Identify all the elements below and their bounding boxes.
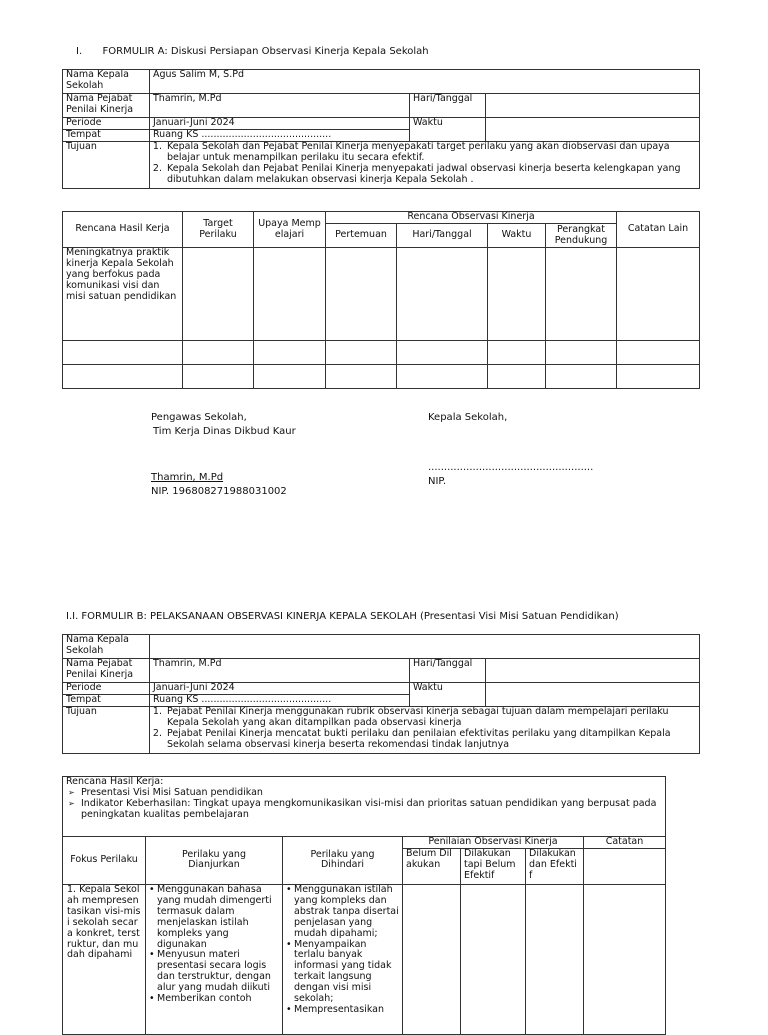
- periode-label: Periode: [63, 118, 150, 130]
- header-catatan: Catatan: [584, 837, 666, 849]
- table-cell[interactable]: [397, 365, 488, 389]
- dianjurkan-item: • Menggunakan bahasa yang mudah dimengerti termasuk dalam menjelaskan istilah kompleks yang digunakan: [149, 885, 279, 951]
- hari-label: Hari/Tanggal: [410, 659, 486, 683]
- dihindari-item: • Mempresentasikan: [286, 1005, 399, 1016]
- dianjurkan-list: [149, 885, 279, 1005]
- header-rok: Rencana Observasi Kinerja: [326, 212, 617, 224]
- header-hari-tanggal: Hari/Tanggal: [397, 224, 488, 248]
- rhk-list: [66, 788, 662, 821]
- header-pertemuan: Pertemuan: [326, 224, 397, 248]
- waktu-value[interactable]: [486, 683, 700, 707]
- signature-left-subtitle: Tim Kerja Dinas Dikbud Kaur: [153, 426, 296, 437]
- form-a-plan-table: [62, 211, 700, 389]
- tujuan-item: 1. Kepala Sekolah dan Pejabat Penilai Kinerja menyepakati target perilaku yang akan diobservasi dan upaya belajar untuk menampilkan perilaku itu secara efektif.: [165, 142, 696, 164]
- rhk-item: ➢ Presentasi Visi Misi Satuan pendidikan: [66, 788, 662, 799]
- table-cell[interactable]: [63, 341, 183, 365]
- rhk-cell: [63, 777, 666, 837]
- signature-right-title: Kepala Sekolah,: [428, 412, 508, 423]
- form-b-observation-table: [62, 776, 666, 1035]
- periode-label: Periode: [63, 683, 150, 695]
- pejabat-label: Nama Pejabat Penilai Kinerja: [63, 659, 150, 683]
- table-cell[interactable]: [254, 341, 326, 365]
- signature-left-title: Pengawas Sekolah,: [151, 412, 247, 423]
- tujuan-label: Tujuan: [63, 706, 150, 753]
- hari-value[interactable]: [486, 94, 700, 118]
- table-cell[interactable]: [617, 341, 700, 365]
- pejabat-label: Nama Pejabat Penilai Kinerja: [63, 94, 150, 118]
- signature-left: [151, 411, 296, 499]
- form-b-info-table: [62, 634, 700, 754]
- kepala-label: Nama Kepala Sekolah: [63, 635, 150, 659]
- table-cell[interactable]: [254, 365, 326, 389]
- tempat-value: Ruang KS ...........................................: [150, 129, 410, 141]
- table-cell[interactable]: [488, 248, 546, 341]
- table-cell[interactable]: [326, 248, 397, 341]
- table-cell[interactable]: [546, 248, 617, 341]
- dianjurkan-item: • Menyusun materi presentasi secara logis dan terstruktur, dengan alur yang mudah diikuti: [149, 950, 279, 994]
- dianjurkan-cell: [146, 884, 283, 1034]
- pejabat-value: Thamrin, M.Pd: [150, 94, 410, 118]
- dihindari-item: • Menyampaikan terlalu banyak informasi yang tidak terkait langsung dengan visi misi sekolah;: [286, 940, 399, 1006]
- fokus-item: 1. Kepala Sekolah mempresentasikan visi-misi sekolah secara konkret, terstruktur, dan mudah dipahami: [67, 884, 141, 961]
- periode-value: Januari-Juni 2024: [150, 683, 410, 695]
- signature-right: [428, 411, 593, 489]
- rencana-cell: Meningkatnya praktik kinerja Kepala Sekolah yang berfokus pada komunikasi visi dan misi satuan pendidikan: [63, 248, 183, 341]
- tempat-label: Tempat: [63, 129, 150, 141]
- fokus-cell: [63, 884, 146, 1034]
- header-rencana: Rencana Hasil Kerja: [63, 212, 183, 248]
- table-cell[interactable]: [584, 884, 666, 1034]
- signature-left-nip: NIP. 196808271988031002: [151, 486, 287, 497]
- header-upaya: [254, 212, 326, 248]
- table-cell[interactable]: [617, 365, 700, 389]
- dihindari-item: • Menggunakan istilah yang kompleks dan abstrak tanpa disertai penjelasan yang mudah dipahami;: [286, 885, 399, 940]
- tujuan-cell: [150, 141, 700, 188]
- header-waktu: Waktu: [488, 224, 546, 248]
- tujuan-cell: [150, 706, 700, 753]
- kepala-label: Nama Kepala Sekolah: [63, 70, 150, 94]
- header-dianjurkan: Perilaku yang Dianjurkan: [146, 837, 283, 885]
- table-cell[interactable]: [183, 248, 254, 341]
- table-cell[interactable]: [546, 365, 617, 389]
- table-cell[interactable]: [183, 365, 254, 389]
- table-cell[interactable]: [488, 341, 546, 365]
- form-a-heading-number: I.: [76, 46, 83, 57]
- waktu-label: Waktu: [410, 683, 486, 707]
- form-b-heading: I.I. FORMULIR B: PELAKSANAAN OBSERVASI KINERJA KEPALA SEKOLAH (Presentasi Visi Misi Satuan Pendidikan): [66, 611, 619, 622]
- header-dilakukan-efektif: Dilakukan dan Efektif: [526, 848, 584, 884]
- dihindari-list: [286, 885, 399, 1016]
- header-dilakukan-belum: Dilakukan tapi Belum Efektif: [461, 848, 526, 884]
- tujuan-item: 1. Pejabat Penilai Kinerja menggunakan rubrik observasi kinerja sebagai tujuan dalam mempelajari perilaku Kepala Sekolah yang akan ditampilkan pada observasi kinerja: [165, 707, 696, 729]
- kepala-value[interactable]: [150, 635, 700, 659]
- signature-right-dots: ....................................................: [428, 462, 594, 473]
- table-row: [63, 884, 666, 1034]
- hari-label: Hari/Tanggal: [410, 94, 486, 118]
- header-perangkat: Perangkat Pendukung: [546, 224, 617, 248]
- table-cell[interactable]: [254, 248, 326, 341]
- table-row: [63, 248, 700, 341]
- table-cell[interactable]: [526, 884, 584, 1034]
- table-cell[interactable]: [403, 884, 461, 1034]
- rhk-label: Rencana Hasil Kerja:: [66, 776, 164, 787]
- table-cell[interactable]: [397, 341, 488, 365]
- table-cell[interactable]: [488, 365, 546, 389]
- header-catatan-lain: Catatan Lain: [617, 212, 700, 248]
- tujuan-item: 2. Kepala Sekolah dan Pejabat Penilai Kinerja menyepakati jadwal observasi kinerja beserta kelengkapan yang dibutuhkan dalam melakukan observasi kinerja Kepala Sekolah .: [165, 164, 696, 186]
- table-cell[interactable]: [461, 884, 526, 1034]
- table-cell[interactable]: [397, 248, 488, 341]
- header-belum: Belum Dilakukan: [403, 848, 461, 884]
- dianjurkan-item: • Memberikan contoh: [149, 994, 279, 1005]
- header-fokus: Fokus Perilaku: [63, 837, 146, 885]
- form-a-heading-text: FORMULIR A: Diskusi Persiapan Observasi Kinerja Kepala Sekolah: [102, 46, 429, 57]
- table-cell[interactable]: [326, 365, 397, 389]
- table-row: [63, 365, 700, 389]
- hari-value[interactable]: [486, 659, 700, 683]
- waktu-label: Waktu: [410, 118, 486, 142]
- pejabat-value: Thamrin, M.Pd: [150, 659, 410, 683]
- table-cell[interactable]: [584, 848, 666, 884]
- kepala-value: Agus Salim M, S.Pd: [150, 70, 700, 94]
- table-cell[interactable]: [63, 365, 183, 389]
- signature-right-nip: NIP.: [428, 476, 447, 487]
- header-upaya-text: Upaya Mempelajari: [258, 217, 321, 240]
- table-cell[interactable]: [617, 248, 700, 341]
- table-row: [63, 341, 700, 365]
- table-cell[interactable]: [326, 341, 397, 365]
- table-cell[interactable]: [546, 341, 617, 365]
- table-cell[interactable]: [183, 341, 254, 365]
- tujuan-item: 2. Pejabat Penilai Kinerja mencatat bukti perilaku dan penilaian efektivitas perilaku yang ditampilkan Kepala Sekolah selama observasi kinerja beserta rekomendasi tindak lanjutnya: [165, 729, 696, 751]
- periode-value: Januari-Juni 2024: [150, 118, 410, 130]
- waktu-value[interactable]: [486, 118, 700, 142]
- header-target: Target Perilaku: [183, 212, 254, 248]
- signature-left-name: Thamrin, M.Pd: [151, 472, 224, 483]
- tujuan-label: Tujuan: [63, 141, 150, 188]
- form-a-info-table: [62, 69, 700, 189]
- tujuan-list: [153, 142, 696, 186]
- rhk-item: ➢ Indikator Keberhasilan: Tingkat upaya mengkomunikasikan visi-misi dan prioritas satuan pendidikan yang berpusat pada peningkatan kualitas pembelajaran: [66, 799, 662, 821]
- tempat-label: Tempat: [63, 694, 150, 706]
- form-a-heading: [76, 46, 429, 58]
- tempat-value: Ruang KS ...........................................: [150, 694, 410, 706]
- header-dihindari: Perilaku yang Dihindari: [283, 837, 403, 885]
- header-penilaian: Penilaian Observasi Kinerja: [403, 837, 584, 849]
- tujuan-list: [153, 707, 696, 751]
- dihindari-cell: [283, 884, 403, 1034]
